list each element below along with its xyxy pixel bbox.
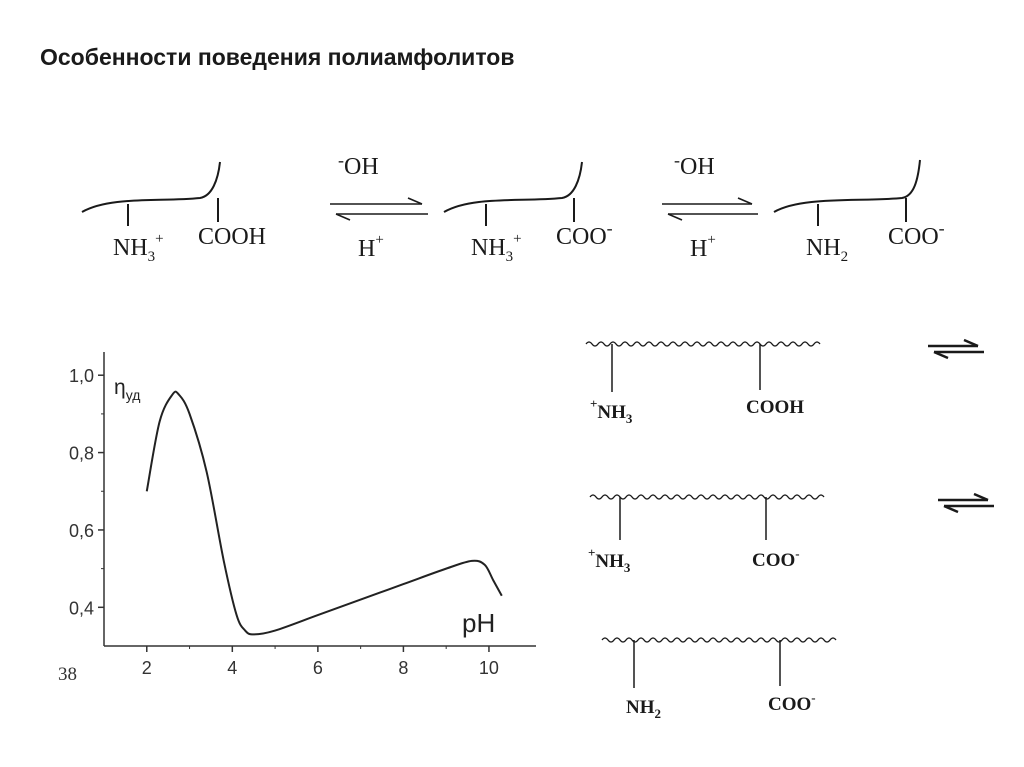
polymer-chain (444, 162, 582, 212)
wavy-chain (590, 495, 824, 499)
x-tick-label: 2 (141, 658, 152, 678)
carboxylate-group-label: COO- (768, 690, 816, 715)
state-2-zwitterion (444, 162, 613, 265)
scheme-row-3 (602, 638, 836, 721)
top-reaction-scheme (82, 150, 945, 265)
amine-group-label: $^+NH_3$ (588, 545, 631, 575)
wavy-chain (586, 342, 820, 346)
equilibrium-arrows-right-2 (938, 494, 994, 512)
equilibrium-arrows-right-1 (928, 340, 984, 358)
amine-group-label: $NH_2$ (626, 697, 661, 721)
carboxylate-group-label: COO- (752, 546, 800, 571)
state-1-protonated-acid (82, 162, 266, 265)
x-tick-label: 6 (312, 658, 323, 678)
series-line (147, 392, 502, 635)
carboxylate-group-label: COO- (888, 218, 945, 250)
x-tick-label: 10 (478, 658, 499, 678)
x-tick-label: 4 (227, 658, 238, 678)
carboxylate-group-label: COO- (556, 218, 613, 250)
state-3-deprotonated (774, 160, 945, 265)
y-tick-label: 0,8 (68, 443, 94, 464)
amine-group-label: $^+NH_3$ (590, 396, 633, 426)
right-ionization-scheme (586, 340, 994, 721)
y-axis-ticks (69, 366, 104, 618)
x-axis-ticks (142, 646, 499, 678)
x-tick-label: 8 (398, 658, 409, 678)
y-tick-label: 0,6 (68, 520, 94, 541)
y-tick-label: 0,4 (68, 598, 94, 619)
carboxyl-group-label: COOH (198, 224, 267, 250)
y-axis-label: $\eta_{уд}$ (114, 376, 141, 403)
series-points (147, 395, 502, 635)
wavy-chain (602, 638, 836, 642)
carboxyl-group-label: COOH (746, 397, 805, 418)
scheme-row-1 (586, 342, 820, 426)
corner-page-label: 38 (58, 664, 77, 685)
amine-group-label: $NH_3^+$ (471, 231, 522, 265)
polymer-chain (774, 160, 920, 212)
y-tick-label: 1,0 (68, 366, 94, 387)
equilibrium-arrows-1 (330, 150, 428, 262)
proton-label: H+ (690, 232, 716, 262)
scheme-row-2 (588, 495, 824, 575)
amine-group-label: $NH_2$ (806, 235, 849, 265)
viscosity-ph-chart (58, 352, 536, 685)
hydroxide-label: -OH (674, 150, 715, 180)
polymer-chain (82, 162, 220, 212)
equilibrium-arrows-2 (662, 150, 758, 262)
hydroxide-label: -OH (338, 150, 379, 180)
amine-group-label: $NH_3^+$ (113, 231, 164, 265)
proton-label: H+ (358, 232, 384, 262)
slide-title: Особенности поведения полиамфолитов (40, 44, 515, 70)
x-axis-label: pH (462, 608, 496, 638)
